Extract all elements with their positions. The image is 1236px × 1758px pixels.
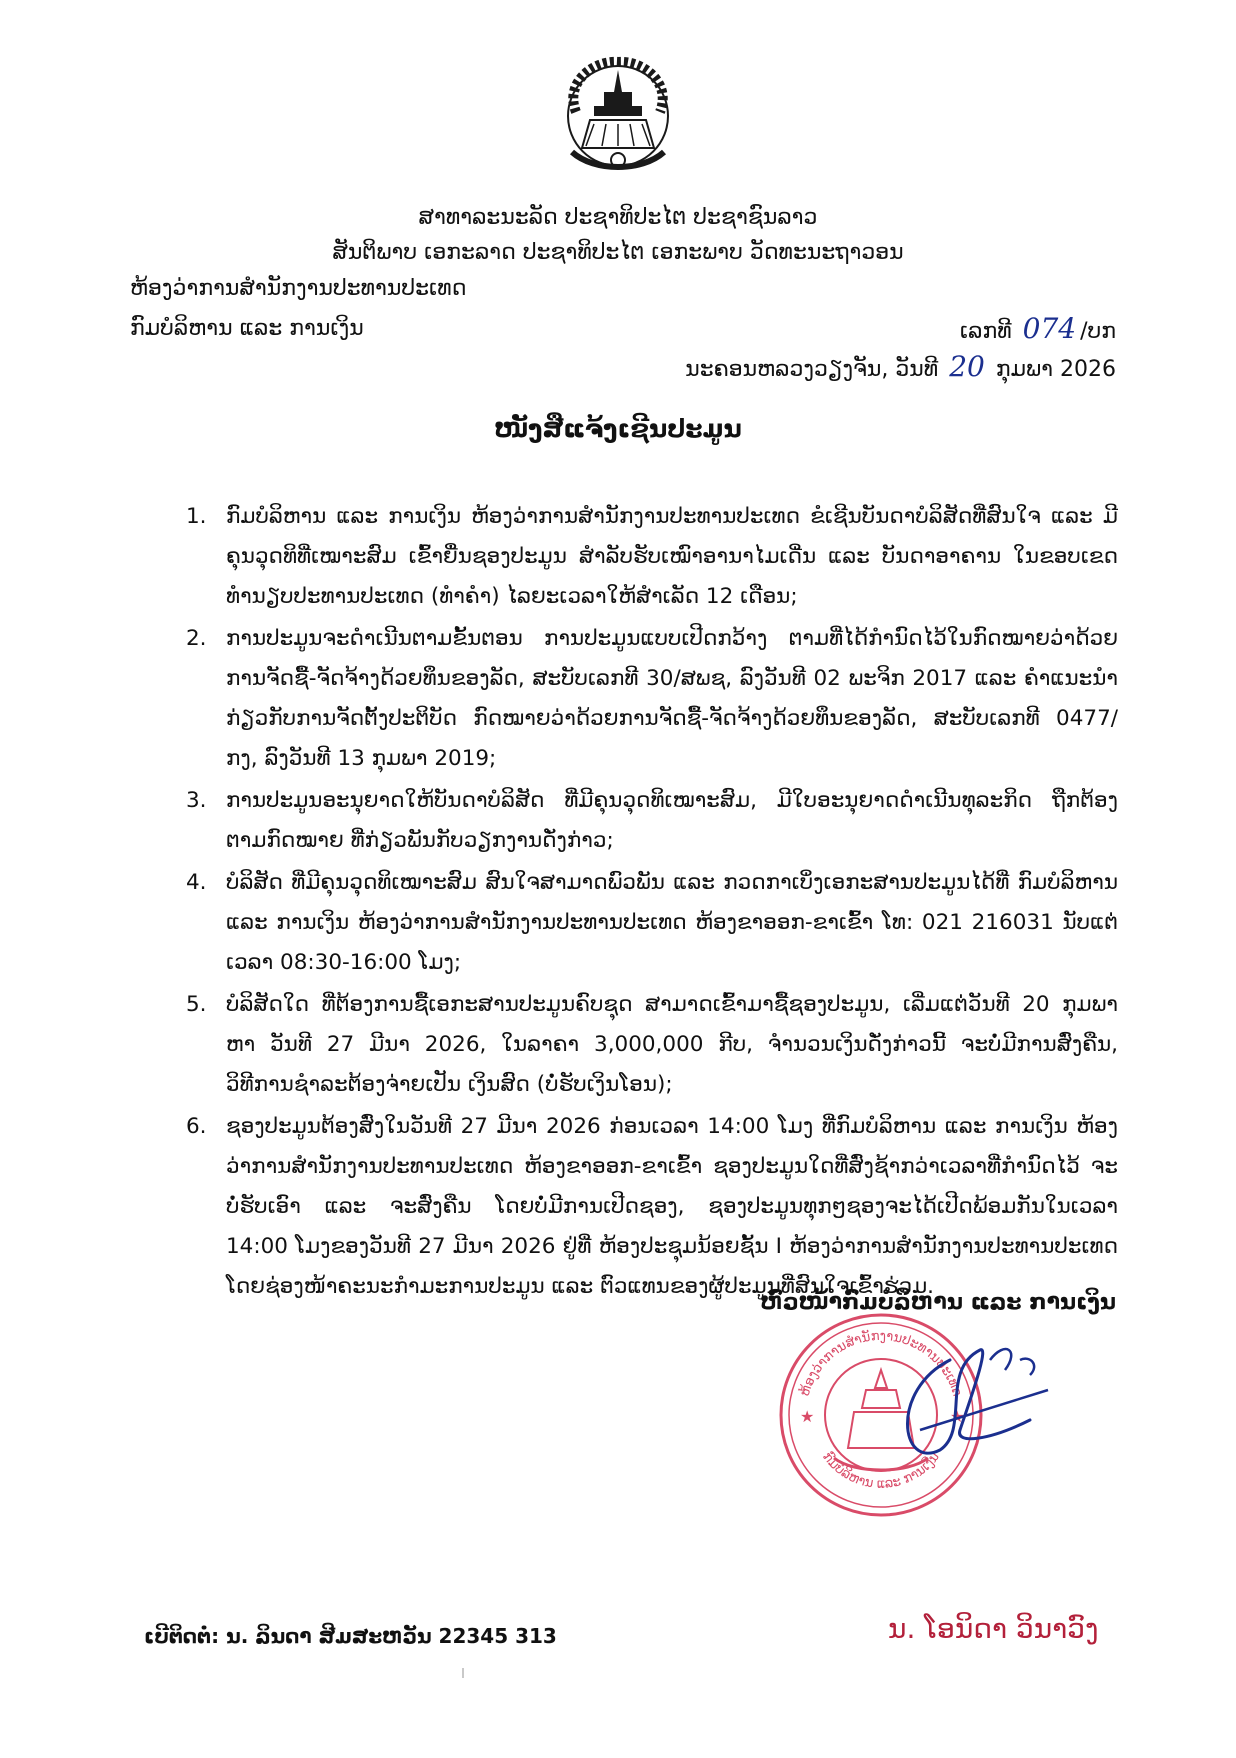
item-number: 4. — [186, 870, 207, 895]
stamp-text-bottom: ກົມບໍລິຫານ ແລະ ການເງິນ — [819, 1449, 943, 1492]
handwritten-signature-icon — [880, 1330, 1050, 1480]
department-line: ກົມບໍລິຫານ ແລະ ການເງິນ — [130, 316, 364, 341]
date-prefix: ນະຄອນຫລວງວຽງຈັນ, ວັນທີ — [685, 357, 939, 382]
list-item — [186, 781, 1118, 861]
item-text: ກົມບໍລິຫານ ແລະ ການເງິນ ຫ້ອງວ່າການສຳນັກງານປະທານປະເທດ ຂໍເຊີນບັນດາບໍລິສັດທີ່ສົນໃຈ ແລະ ມີຄຸນວຸດທິທີ່ເໝາະສົມ ເຂົ້າຍື່ນຊອງປະມູນ ສຳລັບຮັບເໝົາອານາໄມເດີ່ນ ແລະ ບັນດາອາຄານ ໃນຂອບເຂດທຳນຽບປະທານປະເທດ (ທຳຄຳ) ໄລຍະເວລາໃຫ້ສຳເລັດ 12 ເດືອນ; — [226, 504, 1118, 609]
document-number — [960, 312, 1116, 345]
item-number: 1. — [186, 504, 207, 529]
list-item — [186, 497, 1118, 617]
svg-text:★: ★ — [800, 1407, 815, 1426]
doc-number-value: 074 — [1022, 312, 1077, 345]
item-text: ບໍລິສັດ ທີ່ມີຄຸນວຸດທິເໝາະສົມ ສົນໃຈສາມາດພົວພັນ ແລະ ກວດກາເບິ່ງເອກະສານປະມູນໄດ້ທີ່ ກົມບໍລິຫານ ແລະ ການເງິນ ຫ້ອງວ່າການສຳນັກງານປະທານປະເທດ ຫ້ອງຂາອອກ-ຂາເຂົ້າ ໂທ: 021 216031 ນັບແຕ່ເວລາ 08:30-16:00 ໂມງ; — [226, 870, 1118, 975]
date-day: 20 — [949, 350, 985, 383]
document-date — [685, 350, 1116, 383]
date-suffix: ກຸມພາ 2026 — [995, 357, 1116, 382]
list-item — [186, 619, 1118, 779]
item-number: 5. — [186, 992, 207, 1017]
item-number: 2. — [186, 626, 207, 651]
stamp-text-top: ຫ້ອງວ່າການສຳນັກງານປະທານປະເທດ — [797, 1328, 965, 1399]
svg-text:★: ★ — [950, 1407, 965, 1426]
contact-line: ເບີຕິດຕໍ່: ນ. ລິນດາ ສີມສະຫວັນ 22345 313 — [144, 1624, 557, 1648]
doc-number-suffix: /ບກ — [1080, 319, 1116, 344]
list-item — [186, 985, 1118, 1105]
motto-line: ສັນຕິພາບ ເອກະລາດ ປະຊາທິປະໄຕ ເອກະພາບ ວັດທະນະຖາວອນ — [332, 240, 904, 265]
item-text: ຊອງປະມູນຕ້ອງສົ່ງໃນວັນທີ 27 ມີນາ 2026 ກ່ອນເວລາ 14:00 ໂມງ ທີ່ກົມບໍລິຫານ ແລະ ການເງິນ ຫ້ອງວ່າການສຳນັກງານປະທານປະເທດ ຫ້ອງຂາອອກ-ຂາເຂົ້າ ຊອງປະມູນໃດທີ່ສົ່ງຊ້າກວ່າເວລາທີ່ກຳນົດໄວ້ ຈະບໍ່ຮັບເອົາ ແລະ ຈະສົ່ງຄືນ ໂດຍບໍ່ມີການເປີດຊອງ, ຊອງປະມູນທຸກໆຊອງຈະໄດ້ເປີດພ້ອມກັນໃນເວລາ 14:00 ໂມງຂອງວັນທີ 27 ມີນາ 2026 ຢູ່ທີ່ ຫ້ອງປະຊຸມນ້ອຍຊັ້ນ I ຫ້ອງວ່າການສຳນັກງານປະທານປະເທດ ໂດຍຊ່ອງໜ້າຄະນະກຳມະການປະມູນ ແລະ ຕົວແທນຂອງຜູ້ປະມູນທີ່ສົນໃຈເຂົ້າຮ່ວມ. — [226, 1114, 1118, 1299]
signer-name: ນ. ໂອນິດາ ວິນາວົງ — [888, 1612, 1099, 1645]
doc-number-prefix: ເລກທີ — [959, 319, 1012, 344]
lao-national-emblem-icon — [554, 52, 682, 180]
item-number: 3. — [186, 788, 207, 813]
item-text: ການປະມູນອະນຸຍາດໃຫ້ບັນດາບໍລິສັດ ທີ່ມີຄຸນວຸດທິເໝາະສົມ, ມີໃບອະນຸຍາດດຳເນີນທຸລະກິດ ຖືກຕ້ອງຕາມກົດໝາຍ ທີ່ກ່ຽວພັນກັບວຽກງານດັ່ງກ່າວ; — [226, 788, 1118, 853]
list-item — [186, 863, 1118, 983]
signatory-title: ຫົວໜ້າກົມບໍລິຫານ ແລະ ການເງິນ — [760, 1290, 1116, 1315]
item-text: ບໍລິສັດໃດ ທີ່ຕ້ອງການຊື້ເອກະສານປະມູນຄົບຊຸດ ສາມາດເຂົ້າມາຊື້ຊອງປະມູນ, ເລີ່ມແຕ່ວັນທີ 20 ກຸມພາ ຫາ ວັນທີ 27 ມີນາ 2026, ໃນລາຄາ 3,000,000 ກີບ, ຈຳນວນເງິນດັ່ງກ່າວນີ້ ຈະບໍ່ມີການສົ່ງຄືນ, ວິທີການຊຳລະຕ້ອງຈ່າຍເປັນ ເງິນສົດ (ບໍ່ຮັບເງິນໂອນ); — [226, 992, 1118, 1097]
invitation-items — [186, 497, 1118, 1309]
page-title: ໜັງສືແຈ້ງເຊີນປະມູນ — [494, 414, 742, 443]
office-line: ຫ້ອງວ່າການສຳນັກງານປະທານປະເທດ — [130, 276, 467, 301]
list-item — [186, 1107, 1118, 1307]
item-number: 6. — [186, 1114, 207, 1139]
country-line: ສາທາລະນະລັດ ປະຊາທິປະໄຕ ປະຊາຊົນລາວ — [418, 205, 818, 230]
page-mark — [462, 1668, 464, 1678]
item-text: ການປະມູນຈະດຳເນີນຕາມຂັ້ນຕອນ ການປະມູນແບບເປີດກວ້າງ ຕາມທີ່ໄດ້ກຳນົດໄວ້ໃນກົດໝາຍວ່າດ້ວຍການຈັດຊື້-ຈັດຈ້າງດ້ວຍທຶນຂອງລັດ, ສະບັບເລກທີ 30/ສພຊ, ລົງວັນທີ 02 ພະຈິກ 2017 ແລະ ຄຳແນະນຳກ່ຽວກັບການຈັດຕັ້ງປະຕິບັດ ກົດໝາຍວ່າດ້ວຍການຈັດຊື້-ຈັດຈ້າງດ້ວຍທຶນຂອງລັດ, ສະບັບເລກທີ 0477/ກງ, ລົງວັນທີ 13 ກຸມພາ 2019; — [226, 626, 1118, 771]
